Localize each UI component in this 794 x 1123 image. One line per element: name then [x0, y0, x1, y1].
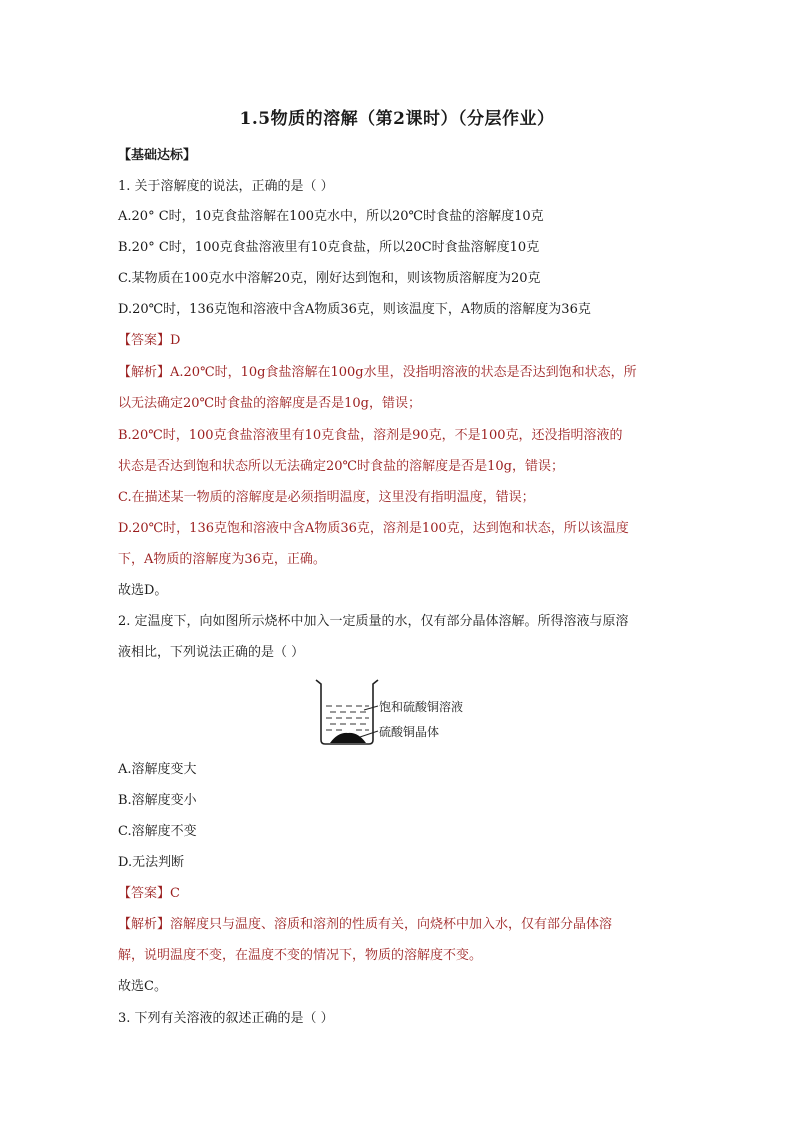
- q1-analysis-line: B.20℃时，100克食盐溶液里有10克食盐，溶剂是90克，不是100克，还没指明溶液的: [118, 428, 623, 443]
- solution-label: 饱和硫酸铜溶液: [379, 700, 464, 714]
- q1-option-b: B.20° C时，100克食盐溶液里有10克食盐，所以20C时食盐溶解度10克: [118, 240, 540, 255]
- q1-analysis-line: D.20℃时，136克饱和溶液中含A物质36克，溶剂是100克，达到饱和状态，所以该温度: [118, 521, 629, 536]
- beaker-figure: [312, 674, 492, 746]
- q2-option-d: D.无法判断: [118, 855, 185, 870]
- q2-conclusion: 故选C。: [118, 979, 167, 994]
- q2-answer: 【答案】C: [118, 886, 180, 901]
- crystal-label: 硫酸铜晶体: [379, 725, 440, 739]
- q2-option-a: A.溶解度变大: [118, 762, 197, 777]
- q2-stem-line: 2. 定温度下，向如图所示烧杯中加入一定质量的水，仅有部分晶体溶解。所得溶液与原溶: [118, 614, 629, 629]
- q1-analysis-line: 下，A物质的溶解度为36克，正确。: [118, 552, 326, 567]
- q1-analysis-line: 状态是否达到饱和状态所以无法确定20℃时食盐的溶解度是否是10g，错误；: [118, 459, 564, 474]
- q2-analysis-line: 解，说明温度不变，在温度不变的情况下，物质的溶解度不变。: [118, 948, 483, 963]
- q1-analysis-line: C.在描述某一物质的溶解度是必须指明温度，这里没有指明温度，错误；: [118, 490, 535, 505]
- q2-stem-line: 液相比，下列说法正确的是（ ）: [118, 645, 305, 660]
- q1-option-c: C.某物质在100克水中溶解20克，刚好达到饱和，则该物质溶解度为20克: [118, 271, 541, 286]
- crystal-leader-line: [360, 731, 378, 737]
- q1-option-a: A.20° C时，10克食盐溶解在100克水中，所以20℃时食盐的溶解度10克: [118, 209, 544, 224]
- section-heading: 【基础达标】: [118, 148, 197, 163]
- solution-dashes: [326, 706, 369, 730]
- solution-leader-line: [364, 706, 378, 710]
- q1-analysis-line: 以无法确定20℃时食盐的溶解度是否是10g，错误；: [118, 396, 421, 411]
- q1-stem: 1. 关于溶解度的说法，正确的是（ ）: [118, 179, 334, 194]
- q2-option-b: B.溶解度变小: [118, 793, 197, 808]
- crystal-pile: [330, 733, 366, 743]
- q2-analysis-line: 【解析】溶解度只与温度、溶质和溶剂的性质有关，向烧杯中加入水，仅有部分晶体溶: [118, 917, 613, 932]
- q1-answer: 【答案】D: [118, 333, 181, 348]
- q2-option-c: C.溶解度不变: [118, 824, 197, 839]
- q1-analysis-line: 【解析】A.20℃时，10g食盐溶解在100g水里，没指明溶液的状态是否达到饱和状态，所: [118, 365, 637, 380]
- q3-stem: 3. 下列有关溶液的叙述正确的是（ ）: [118, 1011, 334, 1026]
- page-title: 1.5物质的溶解（第2课时）（分层作业）: [239, 109, 555, 129]
- q1-conclusion: 故选D。: [118, 583, 168, 598]
- q1-option-d: D.20℃时，136克饱和溶液中含A物质36克，则该温度下，A物质的溶解度为36克: [118, 302, 591, 317]
